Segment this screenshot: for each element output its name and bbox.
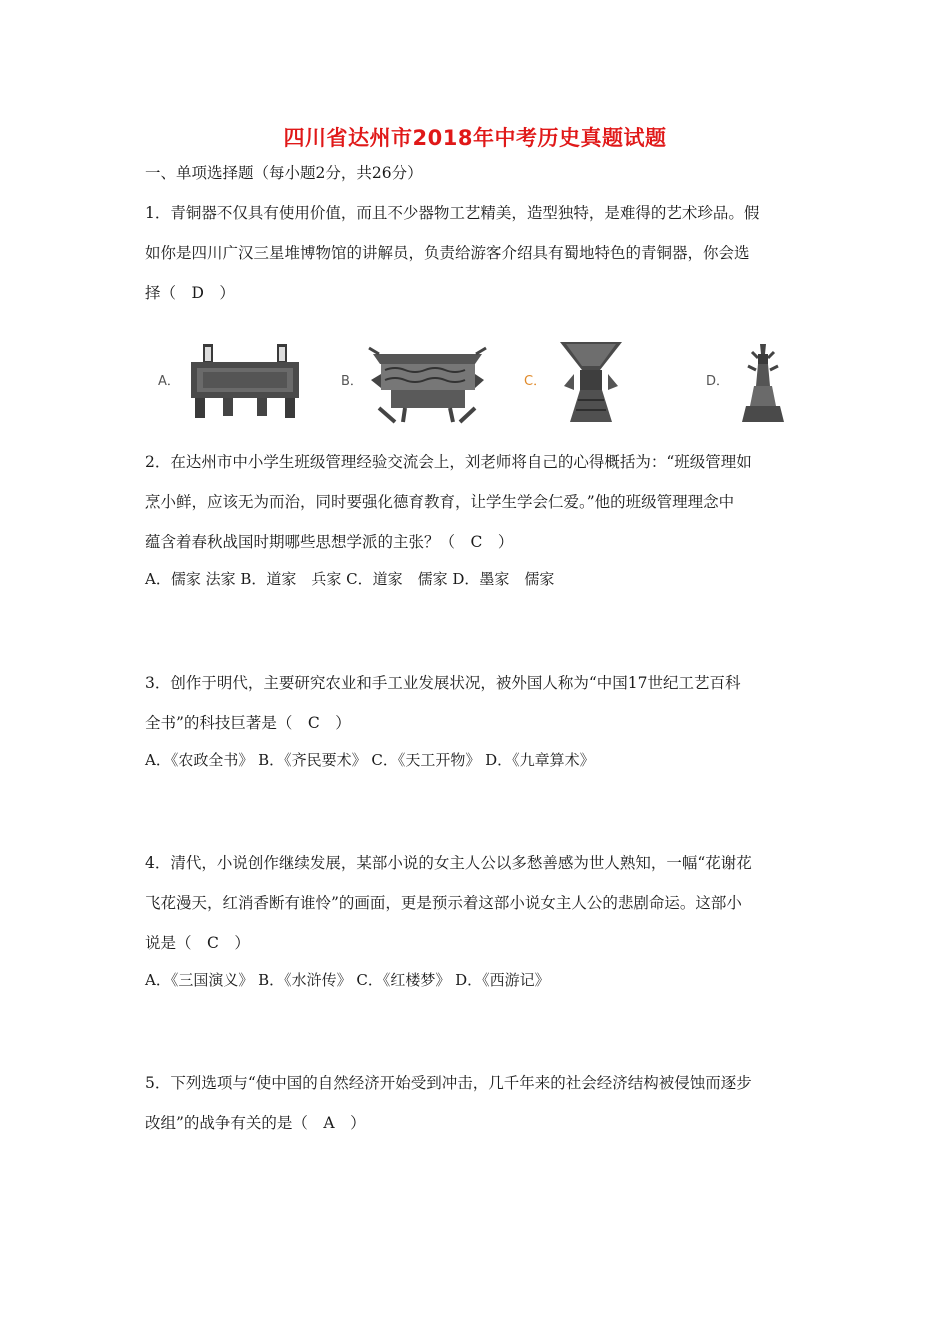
option-c-label: C．	[524, 374, 547, 389]
section-heading: 一、单项选择题（每小题2分，共26分）	[145, 164, 423, 182]
q2-line-3: 蕴含着春秋战国时期哪些思想学派的主张？（ C ）	[145, 533, 514, 551]
q2-line-1: 2．在达州市中小学生班级管理经验交流会上，刘老师将自己的心得概括为：“班级管理如	[145, 453, 752, 471]
q5-line-1: 5．下列选项与“使中国的自然经济开始受到冲击，几千年来的社会经济结构被侵蚀而逐步	[145, 1074, 752, 1092]
option-d-image	[700, 338, 810, 424]
q5-line-2: 改组”的战争有关的是（ A ）	[145, 1114, 366, 1132]
bronze-zun-vessel-icon	[556, 340, 626, 424]
q1-line-2: 如你是四川广汉三星堆博物馆的讲解员，负责给游客介绍具有蜀地特色的青铜器，你会选	[145, 244, 750, 262]
q1-line-3: 择（ D ）	[145, 284, 235, 302]
option-a-image	[150, 338, 310, 424]
q1-image-options	[150, 338, 800, 424]
option-b-label: B．	[341, 374, 363, 389]
option-b-image	[335, 338, 495, 424]
bronze-square-ding-icon	[185, 342, 305, 420]
q3-line-1: 3．创作于明代，主要研究农业和手工业发展状况，被外国人称为“中国17世纪工艺百科	[145, 674, 741, 692]
q3-line-2: 全书”的科技巨著是（ C ）	[145, 714, 351, 732]
q4-line-1: 4．清代，小说创作继续发展，某部小说的女主人公以多愁善感为世人熟知，一幅“花谢花	[145, 854, 752, 872]
q4-line-2: 飞花漫天，红消香断有谁怜”的画面，更是预示着这部小说女主人公的悲剧命运。这部小	[145, 894, 742, 912]
q4-options: A．《三国演义》 B．《水浒传》 C．《红楼梦》 D．《西游记》	[145, 971, 550, 989]
q1-line-1: 1．青铜器不仅具有使用价值，而且不少器物工艺精美，造型独特，是难得的艺术珍品。假	[145, 204, 760, 222]
option-a-label: A．	[158, 374, 180, 389]
option-c-image	[520, 338, 660, 424]
q3-options: A．《农政全书》 B．《齐民要术》 C．《天工开物》 D．《九章算术》	[145, 751, 595, 769]
q2-options: A．儒家 法家 B．道家 兵家 C．道家 儒家 D．墨家 儒家	[145, 570, 555, 588]
q2-line-2: 烹小鲜，应该无为而治，同时要强化德育教育，让学生学会仁爱。”他的班级管理理念中	[145, 493, 735, 511]
option-d-label: D．	[706, 374, 730, 389]
bronze-sanxingdui-figure-icon	[738, 340, 788, 424]
q4-line-3: 说是（ C ）	[145, 934, 250, 952]
page-title: 四川省达州市2018年中考历史真题试题	[283, 126, 667, 150]
bronze-ornate-vessel-icon	[365, 340, 490, 424]
